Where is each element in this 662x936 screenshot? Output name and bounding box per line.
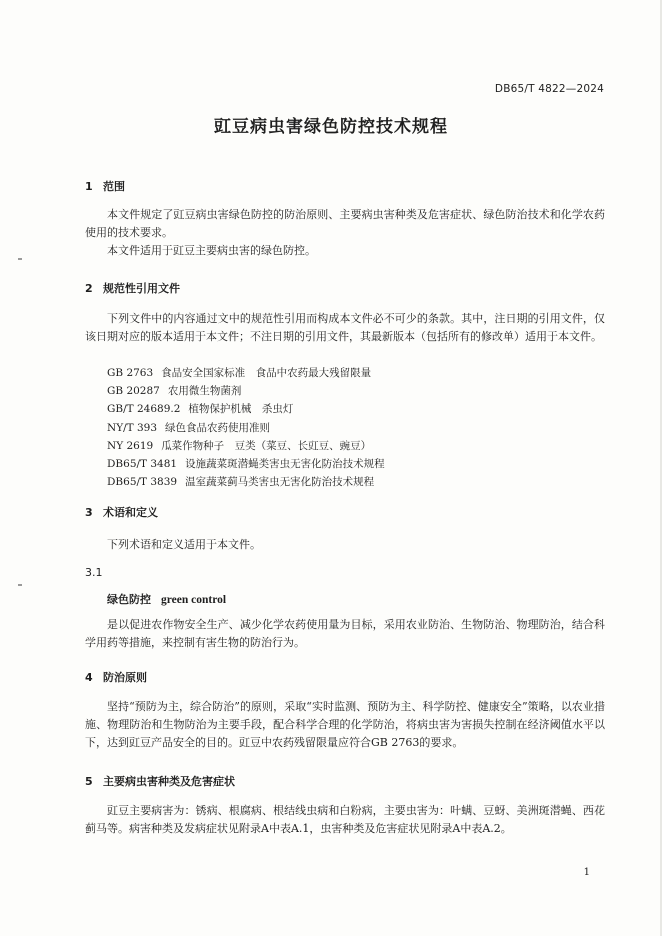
reference-name: 植物保护机械 杀虫灯 — [188, 403, 294, 416]
reference-name: 设施蔬菜斑潜蝇类害虫无害化防治技术规程 — [185, 458, 385, 471]
reference-item — [107, 455, 385, 473]
normative-reference-list — [107, 364, 385, 491]
section-4-heading — [85, 669, 147, 685]
reference-item — [107, 382, 385, 400]
section-1-heading — [85, 178, 125, 194]
reference-item — [107, 364, 385, 382]
section-1-paragraph-2: 本文件适用于豇豆主要病虫害的绿色防控。 — [107, 244, 316, 257]
section-5-heading — [85, 773, 235, 789]
section-4-paragraph-1: 坚持“预防为主，综合防治”的原则，采取“实时监测、预防为主、科学防控、健康安全”策略，以农业措施、物理防治和生物防治为主要手段，配合科学合理的化学防治，将病虫害为害损失控制在经济阈值水平以下，达到豇豆产品安全的目的。豇豆中农药残留限量应符合GB 2763的要求。 — [85, 700, 605, 749]
section-1-paragraph-1: 本文件规定了豇豆病虫害绿色防控的防治原则、主要病虫害种类及危害症状、绿色防治技术和化学农药使用的技术要求。 — [85, 208, 605, 239]
section-number: 2 — [85, 282, 93, 295]
section-number: 1 — [85, 180, 93, 193]
reference-item — [107, 473, 385, 491]
reference-item — [107, 437, 385, 455]
term-entry — [107, 591, 226, 607]
section-title: 术语和定义 — [103, 506, 158, 519]
reference-name: 温室蔬菜蓟马类害虫无害化防治技术规程 — [185, 476, 375, 489]
section-3-paragraph-1: 下列术语和定义适用于本文件。 — [107, 538, 261, 551]
section-number: 4 — [85, 671, 93, 684]
subsection-number: 3.1 — [85, 566, 103, 579]
section-title: 防治原则 — [103, 671, 147, 684]
reference-code: NY 2619 — [107, 439, 154, 452]
section-title: 主要病虫害种类及危害症状 — [103, 775, 235, 788]
reference-name: 瓜菜作物种子 豆类（菜豆、长豇豆、豌豆） — [161, 439, 372, 452]
reference-code: DB65/T 3481 — [107, 458, 178, 471]
reference-name: 食品安全国家标准 食品中农药最大残留限量 — [161, 367, 372, 379]
standard-code: DB65/T 4822—2024 — [494, 83, 604, 95]
reference-code: DB65/T 3839 — [107, 476, 178, 489]
reference-code: GB 2763 — [107, 367, 154, 379]
section-5-paragraph-1: 豇豆主要病害为：锈病、根腐病、根结线虫病和白粉病，主要虫害为：叶螨、豆蚜、美洲斑潜蝇、西花蓟马等。病害种类及发病症状见附录A中表A.1，虫害种类及危害症状见附录A中表A.2。 — [85, 804, 605, 835]
document-title: 豇豆病虫害绿色防控技术规程 — [214, 117, 448, 137]
reference-code: GB 20287 — [107, 385, 160, 398]
scan-mark — [18, 258, 22, 260]
term-english: green control — [161, 594, 227, 606]
page-number: 1 — [583, 867, 590, 878]
section-number: 3 — [85, 506, 93, 519]
scan-mark — [18, 584, 22, 586]
section-title: 规范性引用文件 — [103, 282, 180, 295]
reference-code: GB/T 24689.2 — [107, 403, 181, 416]
section-2-paragraph-1: 下列文件中的内容通过文中的规范性引用而构成本文件必不可少的条款。其中，注日期的引用文件，仅该日期对应的版本适用于本文件；不注日期的引用文件，其最新版本（包括所有的修改单）适用于本文件。 — [85, 312, 605, 343]
reference-item — [107, 419, 385, 437]
section-title: 范围 — [103, 180, 125, 193]
reference-name: 绿色食品农药使用准则 — [165, 421, 271, 434]
reference-name: 农用微生物菌剂 — [167, 385, 242, 398]
reference-code: NY/T 393 — [107, 421, 158, 434]
section-2-heading — [85, 280, 180, 296]
term-definition: 是以促进农作物安全生产、减少化学农药使用量为目标，采用农业防治、生物防治、物理防治，结合科学用药等措施，来控制有害生物的防治行为。 — [85, 618, 605, 649]
section-3-heading — [85, 504, 158, 520]
term-chinese: 绿色防控 — [107, 593, 151, 606]
section-number: 5 — [85, 775, 93, 788]
reference-item — [107, 400, 385, 418]
